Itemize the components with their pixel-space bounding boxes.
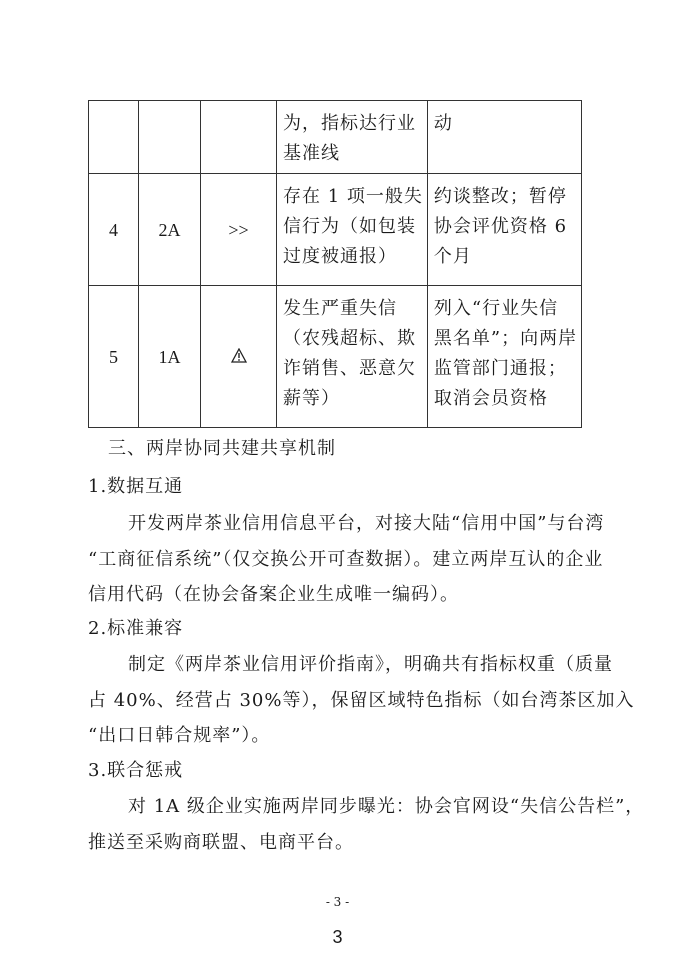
paragraph-line: 信用代码（在协会备案企业生成唯一编码）。 <box>88 584 459 605</box>
cell-behavior: 存在 1 项一般失 信行为（如包装 过度被通报） <box>277 174 428 286</box>
paragraph-line: 推送至采购商联盟、电商平台。 <box>88 832 354 853</box>
page-number: 3 <box>332 927 343 947</box>
cell-measure: 动 <box>427 101 581 174</box>
cell-symbol: >> <box>201 174 277 286</box>
cell-grade <box>139 101 201 174</box>
subsection-title-standards: 2.标准兼容 <box>88 618 184 639</box>
credit-grade-table <box>88 100 582 428</box>
table-row <box>89 101 582 174</box>
paragraph-line: “工商征信系统”（仅交换公开可查数据）。建立两岸互认的企业 <box>88 549 604 570</box>
cell-measure: 约谈整改；暂停 协会评优资格 6 个月 <box>427 174 581 286</box>
paragraph-line: 制定《两岸茶业信用评价指南》，明确共有指标权重（质量 <box>128 654 613 675</box>
cell-behavior: 为，指标达行业 基准线 <box>277 101 428 174</box>
section-title: 三、两岸协同共建共享机制 <box>108 438 336 459</box>
cell-behavior: 发生严重失信 （农残超标、欺 诈销售、恶意欠 薪等） <box>277 286 428 428</box>
paragraph-line: 开发两岸茶业信用信息平台，对接大陆“信用中国”与台湾 <box>128 513 605 534</box>
cell-symbol <box>201 286 277 428</box>
cell-grade: 2A <box>139 174 201 286</box>
table-row <box>89 174 582 286</box>
paragraph-line: “出口日韩合规率”）。 <box>88 725 271 746</box>
page-mark: - 3 - <box>325 895 350 909</box>
cell-no: 4 <box>89 174 139 286</box>
subsection-title-joint-punishment: 3.联合惩戒 <box>88 760 184 781</box>
cell-measure: 列入“行业失信 黑名单”；向两岸 监管部门通报； 取消会员资格 <box>427 286 581 428</box>
table-row <box>89 286 582 428</box>
cell-no <box>89 101 139 174</box>
cell-grade: 1A <box>139 286 201 428</box>
subsection-title-data-sharing: 1.数据互通 <box>88 476 184 497</box>
cell-symbol <box>201 101 277 174</box>
paragraph-line: 对 1A 级企业实施两岸同步曝光：协会官网设“失信公告栏”， <box>128 796 645 817</box>
cell-no: 5 <box>89 286 139 428</box>
paragraph-line: 占 40%、经营占 30%等），保留区域特色指标（如台湾茶区加入 <box>88 690 635 711</box>
warning-triangle-icon <box>231 348 247 363</box>
